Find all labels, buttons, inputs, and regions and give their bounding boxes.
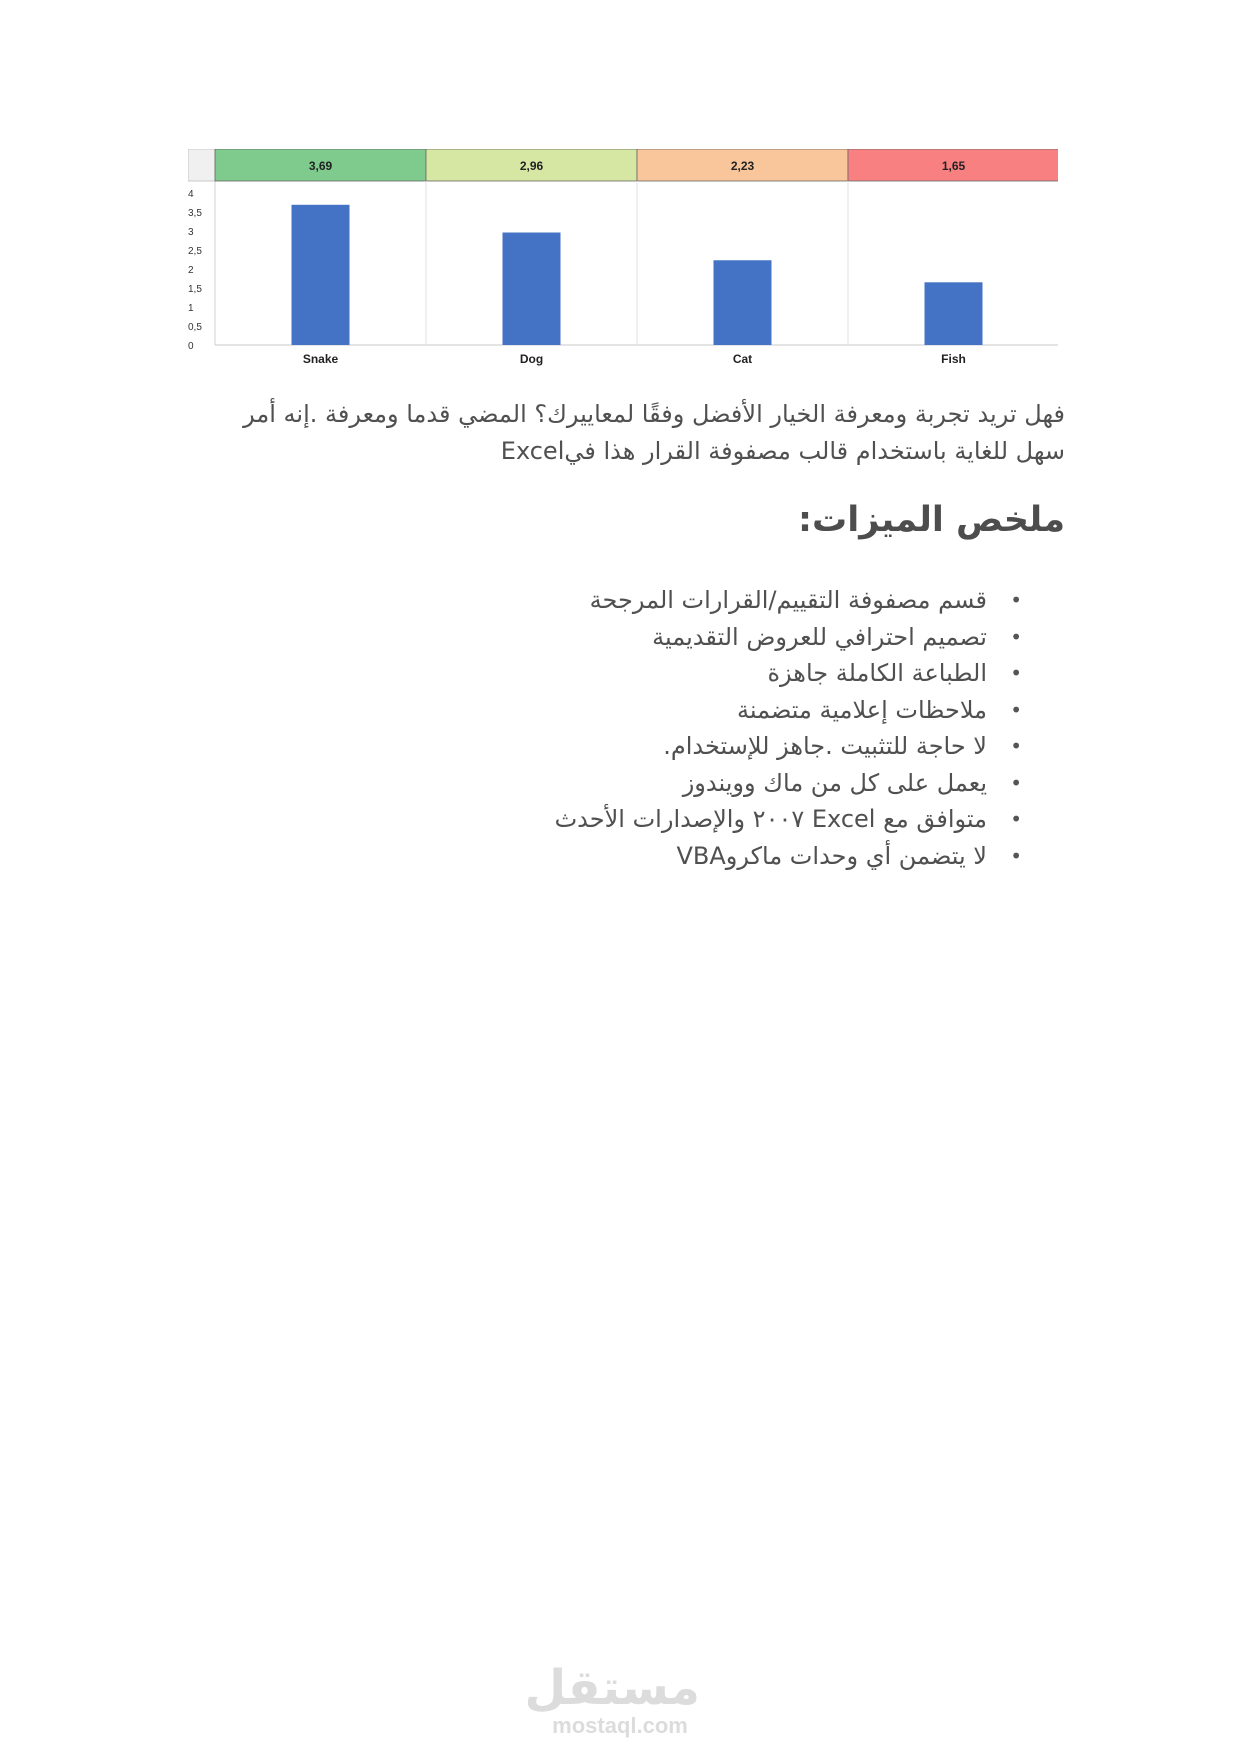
y-tick-label: 4 [188,189,194,200]
feature-item [400,728,1022,765]
y-tick-label: 1,5 [188,284,202,295]
bullet-icon: • [1010,624,1022,649]
feature-text: الطباعة الكاملة جاهزة [767,659,987,687]
bar [714,260,772,345]
bullet-icon: • [1010,588,1022,612]
score-label: 3,69 [308,159,333,173]
feature-text: متوافق مع Excel ٢٠٠٧ والإصدارات الأحدث [554,805,987,833]
decision-matrix-chart [188,149,1058,374]
watermark-arabic: مستقل [524,1660,700,1716]
feature-item [400,801,1022,838]
y-tick-label: 1 [188,303,194,314]
bullet-icon: • [1010,843,1022,868]
y-tick-label: 0,5 [188,322,202,333]
y-tick-label: 3,5 [188,208,202,219]
intro-paragraph: فهل تريد تجربة ومعرفة الخيار الأفضل وفقًا لمعاييرك؟ المضي قدما ومعرفة .إنه أمر سهل للغاية باستخدام قالب مصفوفة القرار هذا فيExcel [243,400,1065,465]
feature-item [400,765,1022,802]
feature-text: تصميم احترافي للعروض التقديمية [652,622,987,651]
bullet-icon: • [1010,661,1022,685]
y-tick-label: 0 [188,341,194,352]
feature-item [400,655,1022,692]
category-label: Cat [732,352,753,366]
y-tick-label: 3 [188,227,194,238]
feature-item [400,619,1022,656]
bullet-icon: • [1010,770,1022,795]
feature-item [400,692,1022,729]
feature-text: لا حاجة للتثبيت .جاهز للإستخدام. [663,732,987,760]
feature-text: قسم مصفوفة التقييم/القرارات المرجحة [589,586,987,614]
watermark-latin: mostaql.com [552,1713,688,1738]
bar [292,205,350,345]
feature-item [400,582,1022,619]
bullet-icon: • [1010,807,1022,831]
bar [925,282,983,345]
y-tick-label: 2 [188,265,194,276]
feature-text: ملاحظات إعلامية متضمنة [736,695,987,724]
features-list [400,582,1022,874]
bar [503,233,561,345]
feature-item [400,838,1022,875]
score-label: 2,96 [519,159,544,173]
mostaql-watermark [524,1660,700,1738]
category-label: Fish [941,352,966,366]
feature-text: لا يتضمن أي وحدات ماكروVBA [676,841,987,870]
y-tick-label: 2,5 [188,246,202,257]
category-label: Snake [302,352,339,366]
feature-text: يعمل على كل من ماك وويندوز [682,768,987,797]
score-label: 1,65 [941,159,966,173]
score-label: 2,23 [730,159,755,173]
bullet-icon: • [1010,697,1022,722]
header-corner-cell [188,149,215,181]
bullet-icon: • [1010,734,1022,758]
category-label: Dog [519,352,544,366]
features-heading: ملخص الميزات: [798,500,1065,540]
